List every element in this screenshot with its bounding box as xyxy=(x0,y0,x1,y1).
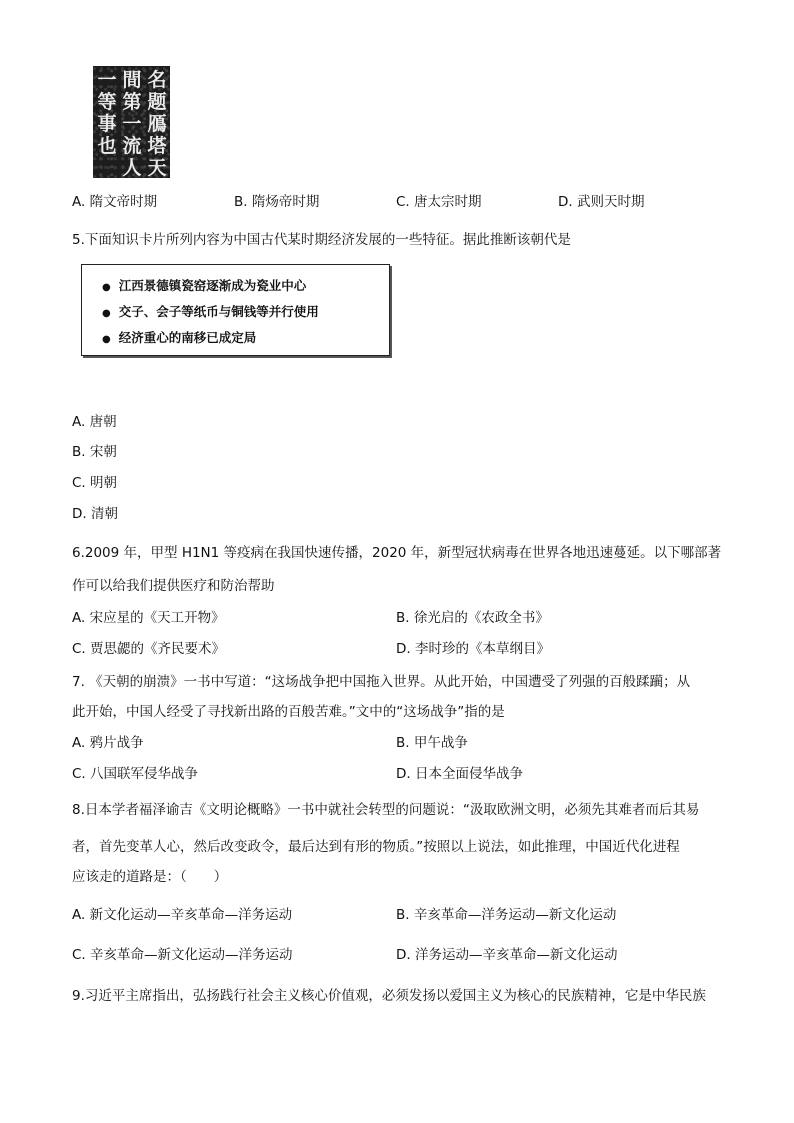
inscription-rubbing-image xyxy=(93,66,170,178)
q5-option-d[interactable]: D. 清朝 xyxy=(72,506,118,522)
q4-option-c[interactable]: C. 唐太宗时期 xyxy=(396,194,482,210)
card-item-1 xyxy=(102,276,306,294)
q8-option-b[interactable]: B. 辛亥革命—洋务运动—新文化运动 xyxy=(396,907,617,923)
q6-option-d[interactable]: D. 李时珍的《本草纲目》 xyxy=(396,641,550,657)
q6-option-c[interactable]: C. 贾思勰的《齐民要术》 xyxy=(72,641,226,657)
card-item-text: 经济重心的南移已成定局 xyxy=(118,330,257,345)
q8-option-d[interactable]: D. 洋务运动—辛亥革命—新文化运动 xyxy=(396,947,618,963)
q9-stem-line1: 9.习近平主席指出，弘扬践行社会主义核心价值观，必须发扬以爱国主义为核心的民族精神，它是中华民族 xyxy=(72,988,706,1004)
card-item-text: 江西景德镇瓷窑逐渐成为瓷业中心 xyxy=(118,278,307,293)
q6-option-a[interactable]: A. 宋应星的《天工开物》 xyxy=(72,610,225,626)
q4-option-b[interactable]: B. 隋炀帝时期 xyxy=(234,194,320,210)
knowledge-card xyxy=(81,264,390,356)
bullet-icon: ● xyxy=(102,282,111,293)
q7-stem-line1: 7. 《天朝的崩溃》一书中写道：“这场战争把中国拖入世界。从此开始，中国遭受了列强的百般蹂躏；从 xyxy=(72,674,691,690)
q4-option-d[interactable]: D. 武则天时期 xyxy=(558,194,645,210)
q4-option-a[interactable]: A. 隋文帝时期 xyxy=(72,194,158,210)
q6-stem-line1: 6.2009 年，甲型 H1N1 等疫病在我国快速传播，2020 年，新型冠状病毒在世界各地迅速蔓延。以下哪部著 xyxy=(72,545,722,561)
q8-option-c[interactable]: C. 辛亥革命—新文化运动—洋务运动 xyxy=(72,947,293,963)
q6-option-b[interactable]: B. 徐光启的《农政全书》 xyxy=(396,610,549,626)
q7-option-a[interactable]: A. 鸦片战争 xyxy=(72,735,144,751)
q7-option-d[interactable]: D. 日本全面侵华战争 xyxy=(396,766,523,782)
rubbing-column-1: 名题鴈塔天 xyxy=(147,69,167,178)
q7-option-b[interactable]: B. 甲午战争 xyxy=(396,735,468,751)
card-item-3 xyxy=(102,328,256,346)
q8-option-a[interactable]: A. 新文化运动—辛亥革命—洋务运动 xyxy=(72,907,293,923)
rubbing-column-2: 間第一流人 xyxy=(122,69,142,178)
q6-stem-line2: 作可以给我们提供医疗和防治帮助 xyxy=(72,578,275,594)
q8-stem-line2: 者，首先变革人心，然后改变政令，最后达到有形的物质。”按照以上说法，如此推理，中国近代化进程 xyxy=(72,839,680,855)
q7-stem-line2: 此开始，中国人经受了寻找新出路的百般苦难。”文中的“这场战争”指的是 xyxy=(72,704,505,720)
q8-stem-line1: 8.日本学者福泽谕吉《文明论概略》一书中就社会转型的问题说：“汲取欧洲文明，必须先其难者而后其易 xyxy=(72,802,700,818)
q5-option-b[interactable]: B. 宋朝 xyxy=(72,444,117,460)
q8-stem-line3: 应该走的道路是：（ ） xyxy=(72,869,228,885)
rubbing-column-3: 一等事也 xyxy=(97,69,117,157)
card-item-2 xyxy=(102,302,319,320)
q7-option-c[interactable]: C. 八国联军侵华战争 xyxy=(72,766,199,782)
q5-option-c[interactable]: C. 明朝 xyxy=(72,475,118,491)
card-item-text: 交子、会子等纸币与铜钱等并行使用 xyxy=(118,304,319,319)
q5-stem: 5.下面知识卡片所列内容为中国古代某时期经济发展的一些特征。据此推断该朝代是 xyxy=(72,232,571,248)
bullet-icon: ● xyxy=(102,334,111,345)
q5-option-a[interactable]: A. 唐朝 xyxy=(72,414,117,430)
bullet-icon: ● xyxy=(102,308,111,319)
